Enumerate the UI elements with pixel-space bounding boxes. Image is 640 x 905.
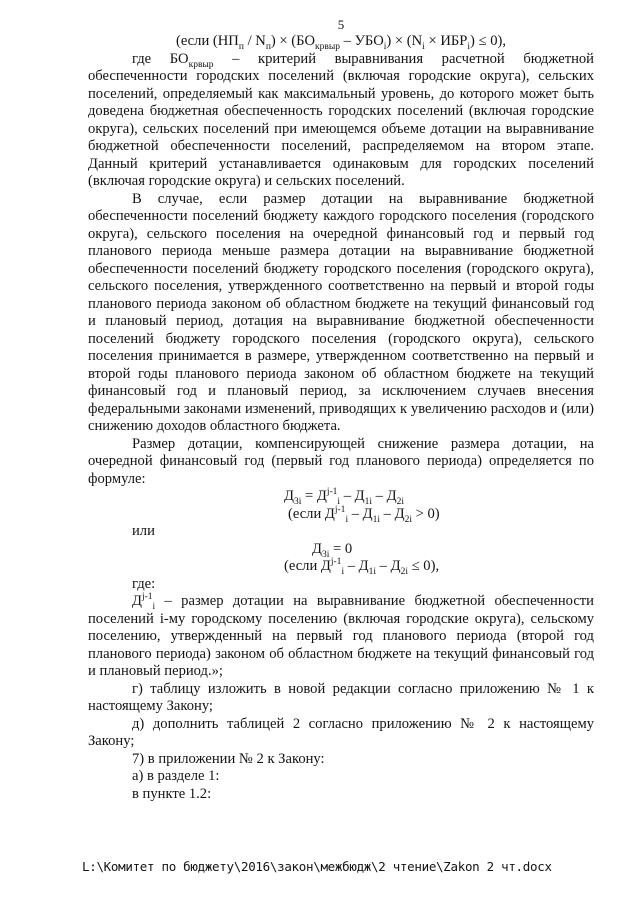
paragraph-item-d: д) дополнить таблицей 2 согласно приложению № 2 к настоящему Закону; bbox=[88, 715, 594, 749]
footer-file-path: L:\Комитет по бюджету\2016\закон\межбюдж\2 чтение\Zakon 2 чт.docx bbox=[82, 859, 552, 874]
word-or: или bbox=[132, 523, 155, 539]
formula-condition-top: (если $(НП_п / N_п) \times (БО_{крвыр} - УБО_i) \times (N_i \times ИБР_i) \le 0$), bbox=[175, 33, 507, 52]
paragraph-item-g: г) таблицу изложить в новой редакции согласно приложению № 1 к настоящему Закону; bbox=[88, 680, 594, 714]
list-item-b: в пункте 1.2: bbox=[132, 785, 212, 802]
page-number: 5 bbox=[337, 17, 345, 32]
list-item-a: а) в разделе 1: bbox=[132, 768, 220, 784]
paragraph-dj-definition: $Д^{j-1}_i$ – размер дотации на выравнивание бюджетной обеспеченности поселений i-му городскому поселению (включая городские округа), сельскому поселению, утвержденный на первый год планового периода (второй год планового периода) законом об областном бюджете на текущий финансовый год и плановый период.»; bbox=[88, 592, 594, 679]
word-where: где: bbox=[132, 575, 156, 592]
list-item-7: 7) в приложении № 2 к Закону: bbox=[132, 750, 325, 767]
formula-d3-zero-condition: (если $Д^{j-1}_i - Д_{1i} - Д_{2i} \le 0$), bbox=[284, 557, 440, 577]
paragraph-subsidy-case: В случае, если размер дотации на выравнивание бюджетной обеспеченности поселений бюджету каждого городского поселения (городского округа), сельского поселения на очередной финансовый год и первый год планового периода меньше размера дотации на выравнивание бюджетной обеспеченности поселений бюджету городского поселения (городского округа), сельского поселения, утвержденного соответственно на первый и второй годы планового периода законом об областном бюджете на текущий финансовый год и плановый период, дотация на выравнивание бюджетной обеспеченности поселений бюджету городского поселения (городского округа), сельского поселения принимается в размере, утвержденном соответственно на первый и второй годы планового периода законом об областном бюджете на текущий финансовый год и плановый период, за исключением случаев внесения федеральными законами изменений, приводящих к увеличению расходов и (или) снижению доходов областного бюджета. bbox=[88, 190, 594, 434]
formula-d3-positive-condition: (если $Д^{j-1}_i - Д_{1i} - Д_{2i} > 0$) bbox=[288, 504, 440, 525]
paragraph-criterion-definition: где $БО_{крвыр}$ – критерий выравнивания расчетной бюджетной обеспеченности городских поселений (включая городские округа), сельских поселений, определяемый как максимальный уровень, до которого может быть доведена бюджетная обеспеченность городских поселений (включая городские округа), сельских поселений при имеющемся объеме дотации на выравнивание бюджетной обеспеченности поселений, распределяемом на втором этапе. Данный критерий устанавливается одинаковым для городских поселений (включая городские округа) и сельских поселений. bbox=[88, 50, 594, 189]
formula-d3-positive: $Д_{3i} = Д^{j-1}_i - Д_{1i} - Д_{2i}$ bbox=[284, 487, 404, 507]
formula-d3-zero: $Д_{3i} = 0$ bbox=[312, 540, 353, 560]
document-body bbox=[88, 33, 594, 803]
paragraph-compensation-size: Размер дотации, компенсирующей снижение размера дотации, на очередной финансовый год (первый год планового периода) определяется по формуле: bbox=[88, 435, 594, 487]
